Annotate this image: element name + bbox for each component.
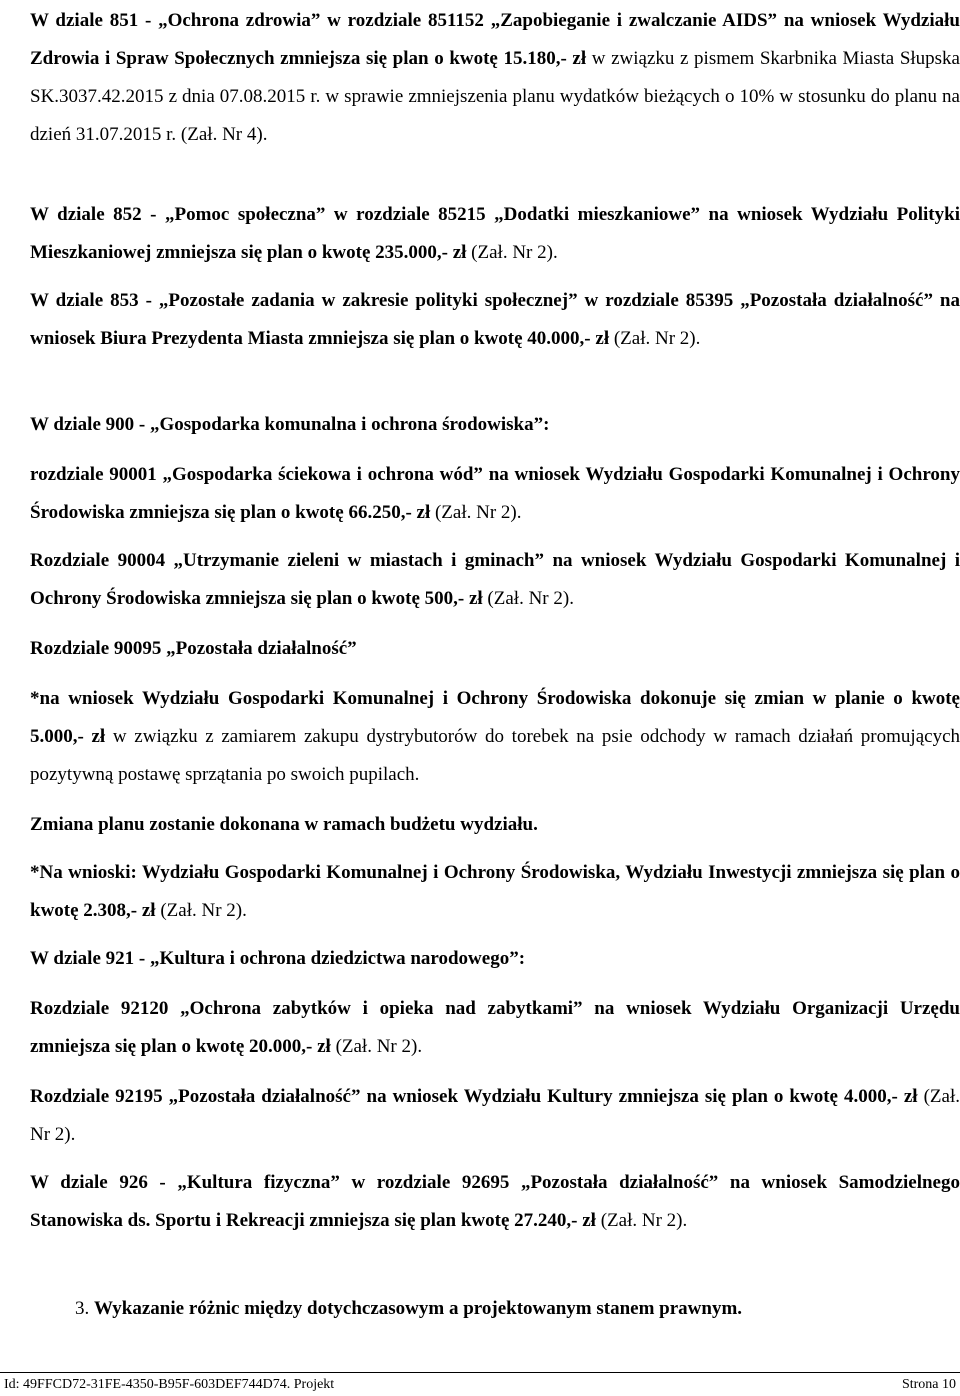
footer-page-number: Strona 10 [901,1377,956,1392]
paragraph-dzial-853 [30,282,960,358]
section-title: Wykazanie różnic między dotychczasowym a projektowanym stanem prawnym. [94,1298,743,1319]
paragraph-bold-text: W dziale 851 - „Ochrona zdrowia” w rozdziale 851152 „Zapobieganie i zwalczanie AIDS” na wniosek Wydziału Zdrowia i Spraw Społecznych zmniejsza się plan o kwotę 15.180,- zł [30,10,960,69]
section-heading [75,1290,955,1328]
paragraph-text: (Zał. Nr 2). [330,1036,423,1057]
paragraph-rozdzial-92195 [30,1078,960,1154]
paragraph-text: (Zał. Nr 2). [482,588,574,609]
paragraph-wniosek-5000 [30,680,960,794]
paragraph-bold-text: Zmiana planu zostanie dokonana w ramach budżetu wydziału. [30,814,538,835]
paragraph-text: (Zał. Nr 2). [430,502,522,523]
paragraph-dzial-926 [30,1164,960,1240]
paragraph-bold-text: Rozdziale 90095 „Pozostała działalność” [30,638,357,659]
footer-document-id: Id: 49FFCD72-31FE-4350-B95F-603DEF744D74. Projekt [4,1377,335,1392]
paragraph-dzial-921 [30,940,960,978]
paragraph-bold-text: W dziale 852 - „Pomoc społeczna” w rozdziale 85215 „Dodatki mieszkaniowe” na wniosek Wydziału Polityki Mieszkaniowej zmniejsza się plan o kwotę 235.000,- zł [30,204,960,263]
paragraph-rozdzial-90004 [30,542,960,618]
paragraph-bold-text: Rozdziale 92120 „Ochrona zabytków i opieka nad zabytkami” na wniosek Wydziału Organizacji Urzędu zmniejsza się plan o kwotę 20.000,- zł [30,998,960,1057]
section-number: 3. [75,1298,90,1319]
paragraph-bold-text: W dziale 921 - „Kultura i ochrona dziedzictwa narodowego”: [30,948,526,969]
paragraph-bold-text: Rozdziale 92195 „Pozostała działalność” na wniosek Wydziału Kultury zmniejsza się plan o kwotę 4.000,- zł [30,1086,918,1107]
paragraph-text: (Zał. Nr 2). [609,328,701,349]
paragraph-bold-text: rozdziale 90001 „Gospodarka ściekowa i ochrona wód” na wniosek Wydziału Gospodarki Komunalnej i Ochrony Środowiska zmniejsza się plan o kwotę 66.250,- zł [30,464,960,523]
paragraph-dzial-852 [30,196,960,272]
paragraph-text: (Zał. Nr 2). [595,1210,688,1231]
paragraph-text: w związku z zamiarem zakupu dystrybutorów do torebek na psie odchody w ramach działań promujących pozytywną postawę sprzątania po swoich pupilach. [30,726,960,785]
paragraph-bold-text: W dziale 853 - „Pozostałe zadania w zakresie polityki społecznej” w rozdziale 85395 „Pozostała działalność” na wniosek Biura Prezydenta Miasta zmniejsza się plan o kwotę 40.000,- zł [30,290,960,349]
paragraph-text: (Zał. Nr 2). [466,242,558,263]
footer-divider [0,1372,960,1373]
paragraph-rozdzial-90095 [30,630,960,668]
paragraph-bold-text: *na wniosek Wydziału Gospodarki Komunalnej i Ochrony Środowiska dokonuje się zmian w planie o kwotę 5.000,- zł [30,688,960,747]
paragraph-dzial-851 [30,2,960,154]
paragraph-text: w związku z pismem Skarbnika Miasta Słupska SK.3037.42.2015 z dnia 07.08.2015 r. w sprawie zmniejszenia planu wydatków bieżących o 10% w stosunku do planu na dzień 31.07.2015 r. (Zał. Nr 4). [30,48,960,145]
paragraph-rozdzial-90001 [30,456,960,532]
paragraph-bold-text: *Na wnioski: Wydziału Gospodarki Komunalnej i Ochrony Środowiska, Wydziału Inwestycji zmniejsza się plan o kwotę 2.308,- zł [30,862,960,921]
paragraph-bold-text: Rozdziale 90004 „Utrzymanie zieleni w miastach i gminach” na wniosek Wydziału Gospodarki Komunalnej i Ochrony Środowiska zmniejsza się plan o kwotę 500,- zł [30,550,960,609]
paragraph-zmiana-planu [30,806,960,844]
paragraph-bold-text: W dziale 900 - „Gospodarka komunalna i ochrona środowiska”: [30,414,550,435]
paragraph-dzial-900 [30,406,960,444]
paragraph-text: (Zał. Nr 2). [155,900,247,921]
paragraph-bold-text: W dziale 926 - „Kultura fizyczna” w rozdziale 92695 „Pozostała działalność” na wniosek Samodzielnego Stanowiska ds. Sportu i Rekreacji zmniejsza się plan kwotę 27.240,- zł [30,1172,960,1231]
paragraph-text: (Zał. Nr 2). [30,1086,960,1145]
paragraph-rozdzial-92120 [30,990,960,1066]
paragraph-wnioski-2308 [30,854,960,930]
